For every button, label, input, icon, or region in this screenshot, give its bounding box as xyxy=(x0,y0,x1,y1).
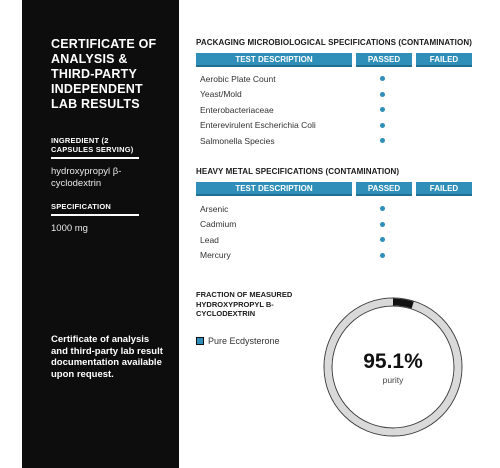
header-failed: FAILED xyxy=(416,53,472,67)
test-name: Enterobacteriaceae xyxy=(200,104,274,115)
test-name: Cadmium xyxy=(200,219,237,230)
purity-value: 95.1% xyxy=(363,349,423,373)
legend xyxy=(196,336,280,346)
header-passed: PASSED xyxy=(356,53,412,67)
passed-cell xyxy=(352,138,412,143)
test-name: Lead xyxy=(200,234,219,245)
header-test-description: TEST DESCRIPTION xyxy=(196,182,352,196)
header-failed: FAILED xyxy=(416,182,472,196)
packaging-table-body xyxy=(196,71,486,149)
fraction-title: FRACTION OF MEASURED HYDROXYPROPYL B-CYCLODEXTRIN xyxy=(196,290,293,318)
table-row xyxy=(196,71,486,87)
test-name: Yeast/Mold xyxy=(200,89,242,100)
passed-cell xyxy=(352,123,412,128)
heavy-metal-section-title: HEAVY METAL SPECIFICATIONS (CONTAMINATION) xyxy=(196,167,400,176)
legend-swatch xyxy=(196,337,204,345)
availability-note: Certificate of analysis and third-party lab result documentation available upon request. xyxy=(51,334,163,380)
divider xyxy=(51,157,139,159)
passed-dot-icon xyxy=(380,237,385,242)
ingredient-label: INGREDIENT (2 CAPSULES SERVING) xyxy=(51,136,134,154)
table-row xyxy=(196,201,486,217)
passed-dot-icon xyxy=(380,206,385,211)
specification-value: 1000 mg xyxy=(51,223,88,234)
passed-dot-icon xyxy=(380,253,385,258)
packaging-section-title: PACKAGING MICROBIOLOGICAL SPECIFICATIONS (CONTAMINATION) xyxy=(196,38,472,47)
passed-cell xyxy=(352,253,412,258)
passed-dot-icon xyxy=(380,123,385,128)
packaging-table-header xyxy=(196,53,472,67)
test-name: Aerobic Plate Count xyxy=(200,73,276,84)
passed-dot-icon xyxy=(380,222,385,227)
passed-cell xyxy=(352,76,412,81)
heavy-metal-table-body xyxy=(196,201,486,263)
passed-cell xyxy=(352,206,412,211)
ingredient-value: hydroxypropyl β-cyclodextrin xyxy=(51,166,122,189)
purity-label: purity xyxy=(382,374,404,385)
gauge-label xyxy=(316,290,470,444)
header-passed: PASSED xyxy=(356,182,412,196)
table-row xyxy=(196,217,486,233)
sidebar-title: CERTIFICATE OF ANALYSIS & THIRD-PARTY INDEPENDENT LAB RESULTS xyxy=(51,37,157,111)
legend-label: Pure Ecdysterone xyxy=(208,336,280,346)
table-row xyxy=(196,248,486,264)
table-row xyxy=(196,102,486,118)
table-row xyxy=(196,232,486,248)
sidebar xyxy=(22,0,179,468)
table-row xyxy=(196,133,486,149)
specification-label: SPECIFICATION xyxy=(51,202,111,211)
test-name: Enterevirulent Escherichia Coli xyxy=(200,120,316,131)
test-name: Arsenic xyxy=(200,203,229,214)
passed-dot-icon xyxy=(380,92,385,97)
passed-cell xyxy=(352,222,412,227)
divider xyxy=(51,214,139,216)
passed-cell xyxy=(352,92,412,97)
passed-dot-icon xyxy=(380,76,385,81)
passed-cell xyxy=(352,107,412,112)
table-row xyxy=(196,87,486,103)
passed-cell xyxy=(352,237,412,242)
header-test-description: TEST DESCRIPTION xyxy=(196,53,352,67)
test-name: Salmonella Species xyxy=(200,135,275,146)
passed-dot-icon xyxy=(380,107,385,112)
test-name: Mercury xyxy=(200,250,231,261)
table-row xyxy=(196,118,486,134)
heavy-metal-table-header xyxy=(196,182,472,196)
passed-dot-icon xyxy=(380,138,385,143)
